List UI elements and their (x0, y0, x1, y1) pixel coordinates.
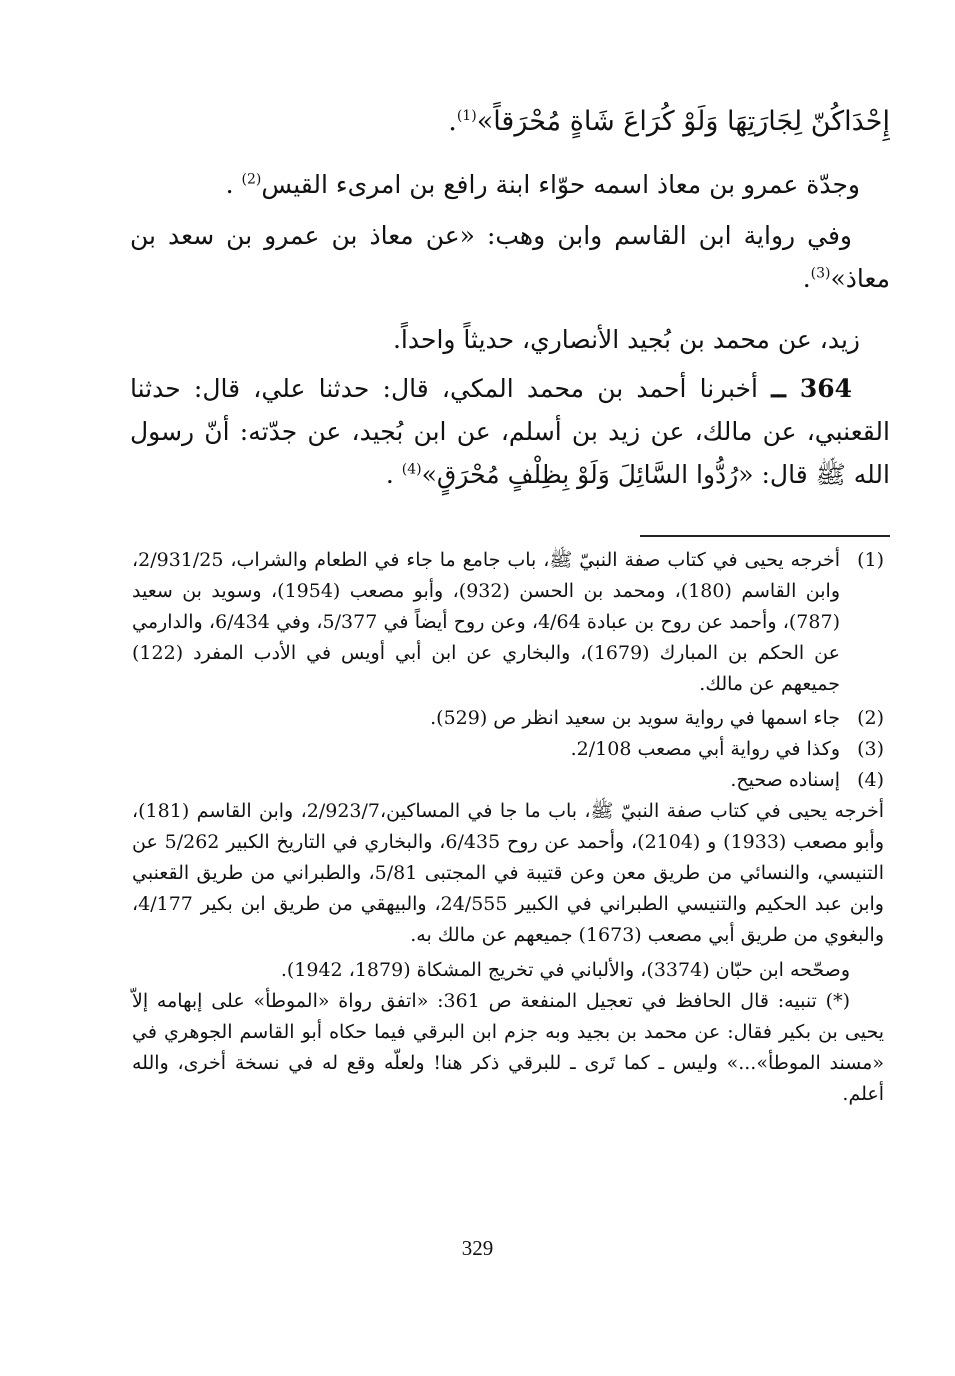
footnote-number: (2) (857, 707, 884, 729)
footnote-2 (132, 703, 884, 734)
footnote-4 (132, 765, 884, 796)
riwaya-text: وفي رواية ابن القاسم وابن وهب: «عن معاذ بن عمرو بن سعد بن معاذ» (130, 221, 890, 293)
paragraph-riwaya (130, 214, 890, 300)
footnote-text: إسناده صحيح. (730, 769, 840, 791)
paragraph-zaid (130, 318, 890, 361)
footnote-text: أخرجه يحيى في كتاب صفة النبيّ ﷺ، باب جامع ما جاء في الطعام والشراب، 2/931/25، وابن القاسم (180)، ومحمد بن الحسن (932)، وأبو مصعب (1954)، وسويد بن سعيد (787)، وأحمد عن روح بن عبادة 4/64، وعن روح أيضاً في 5/377، وفي 6/434، والدارمي عن الحكم بن المبارك (1679)، والبخاري عن ابن أبي أويس في الأدب المفرد (122) جميعهم عن مالك. (132, 549, 840, 695)
page-number: 329 (461, 1236, 494, 1260)
hadith-number: 364 ــ (771, 374, 853, 403)
footnote-ref-1: (1) (456, 108, 477, 124)
quote-text: إِحْدَاكُنّ لِجَارَتِهَا وَلَوْ كُرَاعَ شَاةٍ مُحْرَقاً» (476, 106, 890, 137)
footnote-4-takhrij: أخرجه يحيى في كتاب صفة النبيّ ﷺ، باب ما جا في المساكين،2/923/7، وابن القاسم (181)، وأبو مصعب (1933) و (2104)، وأحمد عن روح 6/435، والبخاري في التاريخ الكبير 5/262 عن التنيسي، والنسائي من طريق معن وعن قتيبة في المجتبى 5/81، والطبراني من طريق القعنبي وابن عبد الحكيم والتنيسي الطبراني في الكبير 24/555، والبيهقي من طريق ابن بكير 4/177، والبغوي من طريق أبي مصعب (1673) جميعهم عن مالك به. (132, 800, 884, 946)
footnote-4-tanbih: (*) تنبيه: قال الحافظ في تعجيل المنفعة ص 361: «اتفق رواة «الموطأ» على إبهامه إلاّ يحيى بن بكير فقال: عن محمد بن بجيد وبه جزم ابن البرقي فيما حكاه أبو القاسم الجوهري في «مسند الموطأ»...» وليس ـ كما تَرى ـ للبرقي ذكر هنا! ولعلّه وقع له في نسخة أخرى، والله أعلم. (132, 990, 884, 1105)
footnote-number: (4) (857, 769, 884, 791)
footnote-4-tashih: وصحّحه ابن حبّان (3374)، والألباني في تخريج المشكاة (1879، 1942). (280, 959, 850, 981)
footnote-ref-4: (4) (401, 461, 422, 478)
riwaya-end: . (802, 264, 811, 293)
hadith-end: . (385, 460, 402, 489)
footnote-3 (132, 734, 884, 765)
main-text (130, 100, 890, 496)
footnote-text: وكذا في رواية أبي مصعب 2/108. (570, 738, 840, 760)
footnotes (132, 545, 884, 1110)
grandmother-text: وجدّة عمرو بن معاذ اسمه حوّاء ابنة رافع بن امرىء القيس (261, 170, 860, 199)
paragraph-grandmother (130, 163, 890, 206)
footnote-ref-2: (2) (241, 171, 262, 188)
footnote-1 (132, 545, 884, 700)
quote-line (130, 100, 890, 143)
grandmother-end: . (225, 170, 242, 199)
quote-end: . (448, 106, 457, 137)
footnote-number: (1) (857, 549, 884, 571)
footnote-divider (640, 535, 890, 537)
footnote-ref-3: (3) (810, 265, 831, 282)
hadith-364 (130, 367, 890, 496)
footnote-number: (3) (857, 738, 884, 760)
footnote-text: جاء اسمها في رواية سويد بن سعيد انظر ص (529). (430, 707, 840, 729)
hadith-text: أخبرنا أحمد بن محمد المكي، قال: حدثنا علي، قال: حدثنا القعنبي، عن مالك، عن زيد بن أسلم، عن ابن بُجيد، عن جدّته: أنّ رسول الله ﷺ قال: «رُدُّوا السَّائِلَ وَلَوْ بِظِلْفٍ مُحْرَقٍ» (130, 374, 890, 489)
zaid-text: زيد، عن محمد بن بُجيد الأنصاري، حديثاً واحداً. (392, 325, 860, 354)
